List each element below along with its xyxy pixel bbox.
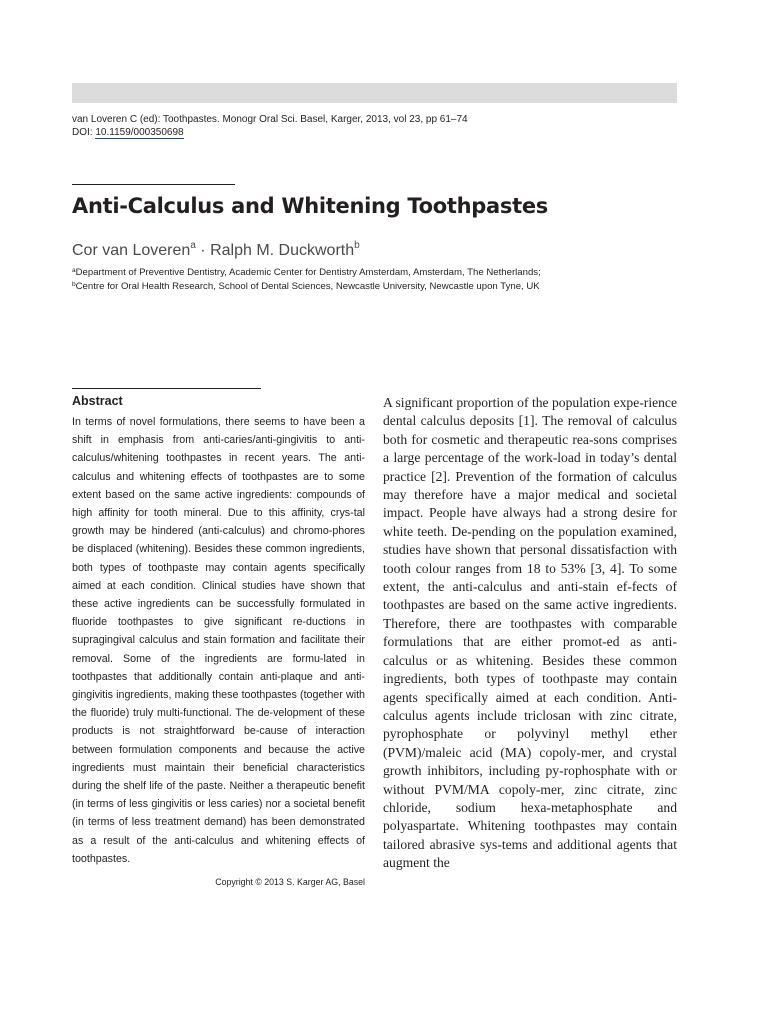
affiliation-text: Department of Preventive Dentistry, Academic Center for Dentistry Amsterdam, Amsterdam, The Netherlands;	[75, 267, 541, 278]
abstract-heading: Abstract	[72, 394, 123, 408]
author-separator: ·	[195, 242, 211, 259]
affiliation	[72, 278, 712, 293]
author-affil-marker: b	[354, 240, 360, 251]
body-text: A significant proportion of the population expe-rience dental calculus deposits [1]. The removal of calculus both for cosmetic and therapeutic rea-sons comprises a large percentage of the work-load in today’s dental practice [2]. Prevention of the formation of calculus may therefore have a major medical and societal impact. People have always had a strong desire for white teeth. De-pending on the population examined, studies have shown that personal dissatisfaction with tooth colour ranges from 18 to 53% [3, 4]. To some extent, the anti-calculus and anti-stain ef-fects of toothpastes are based on the same active ingredients. Therefore, there are toothpastes with comparable formulations that are either promot-ed as anti-calculus or as whitening. Besides these common ingredients, both types of toothpaste may contain agents specifically aimed at each condition. Anti-calculus agents include triclosan with zinc citrate, pyrophosphate or polyvinyl methyl ether (PVM)/maleic acid (MA) copoly-mer, and crystal growth inhibitors, including py-rophosphate with or without PVM/MA copoly-mer, zinc citrate, zinc chloride, sodium hexa-metaphosphate and polyaspartate. Whitening toothpastes may contain tailored abrasive sys-tems and additional agents that augment the	[383, 395, 677, 871]
citation-text: van Loveren C (ed): Toothpastes. Monogr Oral Sci. Basel, Karger, 2013, vol 23, pp 61–74	[72, 114, 468, 125]
author-affil-marker: a	[190, 240, 196, 251]
header-bar	[72, 83, 677, 103]
affiliation	[72, 264, 712, 279]
abstract-text: In terms of novel formulations, there seems to have been a shift in emphasis from anti-caries/anti-gingivitis to anti-calculus/whitening toothpastes in recent years. The anti-calculus and whitening effects of toothpastes are to some extent based on the same active ingredients: compounds of high affinity for tooth mineral. Due to this affinity, crys-tal growth may be hindered (anti-calculus) and chromo-phores be displaced (whitening). Besides these common ingredients, both types of toothpaste may contain agents specifically aimed at each condition. Clinical studies have shown that these active ingredients can be successfully formulated in fluoride toothpastes to give significant re-ductions in supragingival calculus and stain formation and facilitate their removal. Some of the ingredients are formu-lated in toothpastes that additionally contain anti-plaque and anti-gingivitis ingredients, making these toothpastes (together with the fluoride) truly multi-functional. The de-velopment of these products is not straightforward be-cause of interaction between formulation components and because the active ingredients must maintain their beneficial characteristics during the shelf life of the paste. Neither a therapeutic benefit (in terms of less gingivitis or less caries) nor a societal benefit (in terms of less treatment demand) has been demonstrated as a result of the anti-calculus and whitening effects of toothpastes.	[72, 416, 365, 865]
author-name: Ralph M. Duckworth	[210, 242, 355, 259]
affiliation-marker: b	[72, 281, 76, 288]
citation-block	[72, 113, 672, 139]
author-name: Cor van Loveren	[72, 242, 191, 259]
doi-label: DOI:	[72, 127, 96, 138]
affiliation-text: Centre for Oral Health Research, School of Dental Sciences, Newcastle University, Newcastle upon Tyne, UK	[75, 281, 540, 292]
article-title: Anti-Calculus and Whitening Toothpastes	[72, 194, 548, 218]
copyright-notice: Copyright © 2013 S. Karger AG, Basel	[215, 877, 365, 887]
doi-link[interactable]: 10.1159/000350698	[95, 127, 184, 138]
affiliation-marker: a	[72, 267, 76, 274]
title-rule	[72, 184, 235, 185]
abstract-rule	[72, 388, 261, 389]
author-line	[72, 235, 692, 262]
doi-line	[72, 126, 672, 139]
